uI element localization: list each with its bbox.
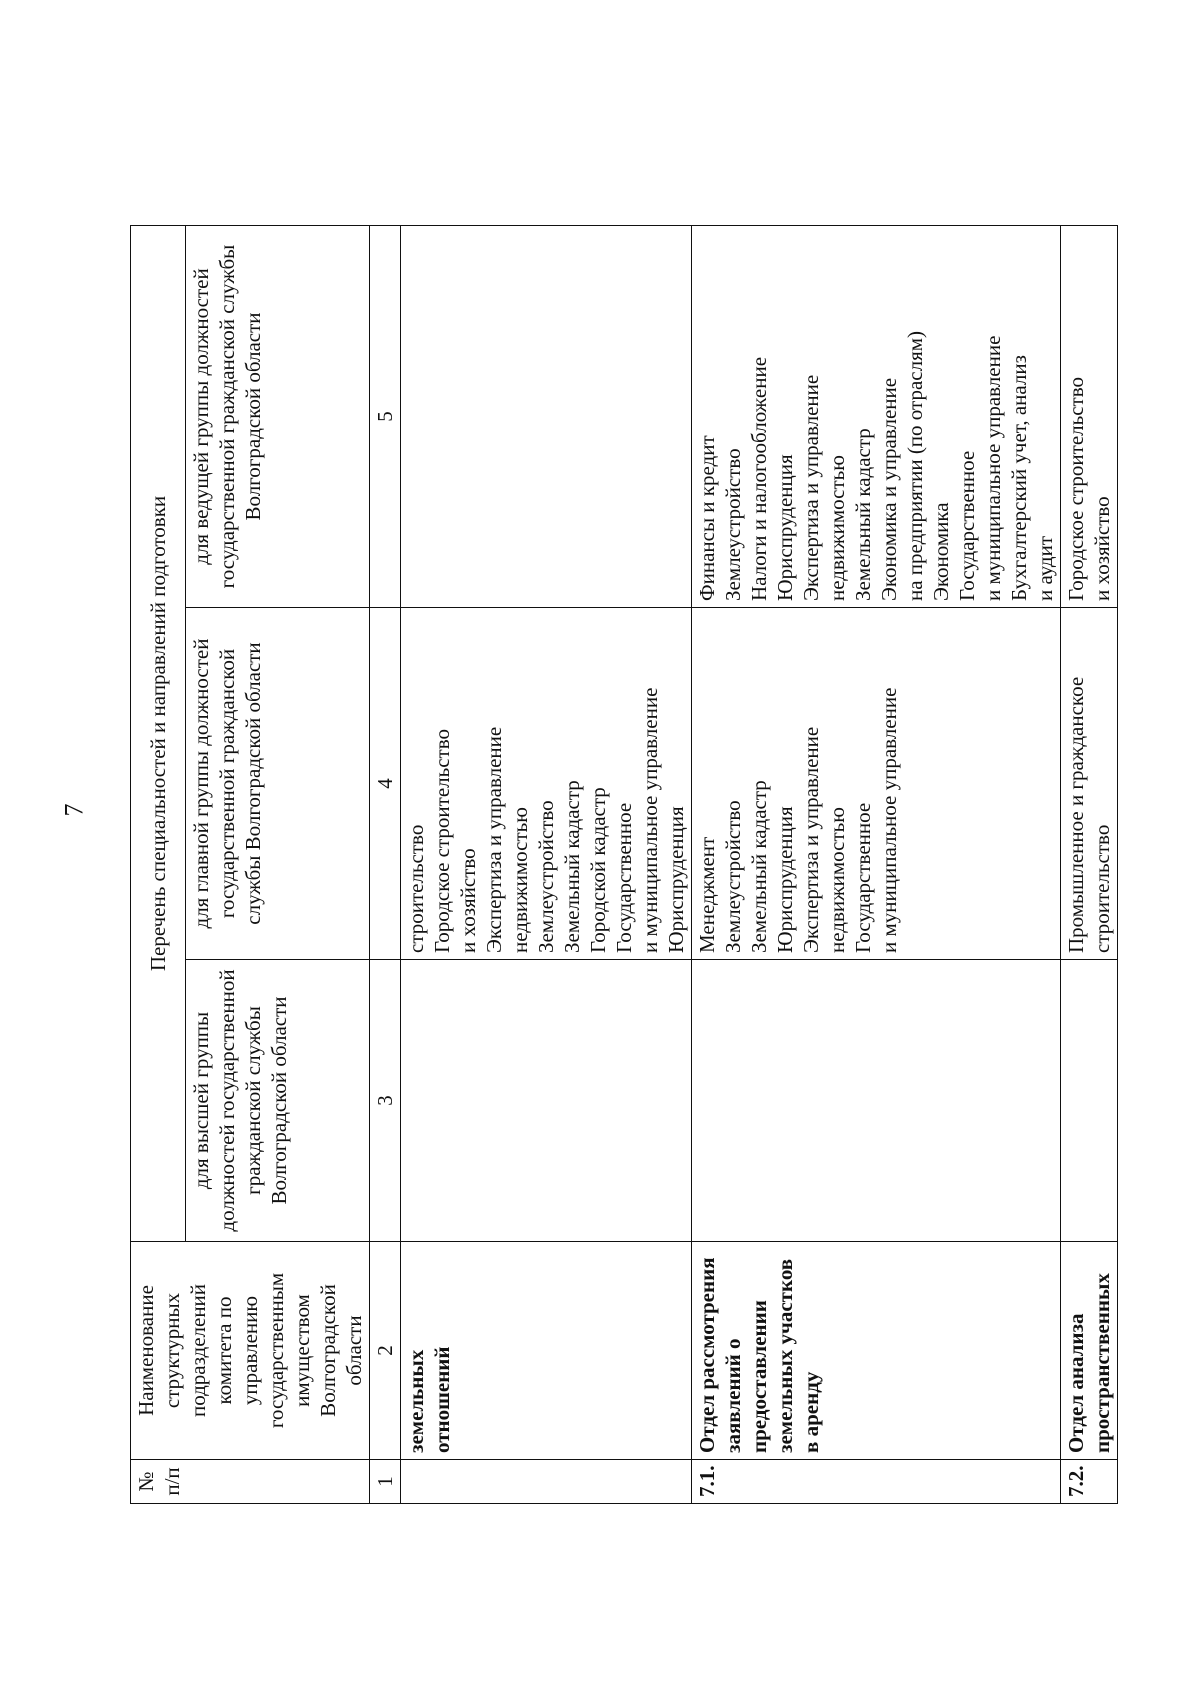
header-group-title: Перечень специальностей и направлений подготовки (131, 226, 186, 1242)
page-number: 7 (59, 803, 89, 817)
row-lead (401, 226, 692, 608)
header-main-group: для главной группы должностей государственной гражданской службы Волгоградской области (186, 608, 370, 960)
list-item: недвижимостью (825, 807, 849, 953)
list-item: Государственное (955, 450, 979, 601)
list-item: и аудит (1033, 535, 1057, 601)
row-main (401, 608, 692, 960)
list-item: Экспертиза и управление (799, 374, 823, 601)
row-name: земельных отношений (401, 1242, 692, 1460)
list-item: Землеустройство (721, 800, 745, 953)
row-name: Отдел анализа пространственных (1061, 1242, 1118, 1460)
header-num: № п/п (131, 1460, 370, 1504)
table-container (130, 226, 1114, 1504)
list-item: и муниципальное управление (981, 335, 1005, 601)
list-item: строительство (404, 824, 428, 953)
row-num: 7.2. (1061, 1460, 1118, 1504)
column-number: 1 (370, 1460, 401, 1504)
list-item: Земельный кадастр (851, 428, 875, 601)
column-number-row (370, 226, 401, 1504)
column-number: 5 (370, 226, 401, 608)
list-item: и хозяйство (1090, 496, 1114, 601)
list-item: недвижимостью (825, 455, 849, 601)
list-item: Юриспруденция (773, 454, 797, 601)
row-main (1061, 608, 1118, 960)
row-higher (1061, 960, 1118, 1242)
row-num (401, 1460, 692, 1504)
list-item: Налоги и налогообложение (747, 356, 771, 601)
list-item: Промышленное и гражданское (1064, 676, 1088, 953)
header-lead-group: для ведущей группы должностей государственной гражданской службы Волгоградской области (186, 226, 370, 608)
list-item: строительство (1090, 824, 1114, 953)
row-higher (401, 960, 692, 1242)
header-name: Наименование структурных подразделений комитета по управлению государственным имуществом Волгоградской области (131, 1242, 370, 1460)
table-row (692, 226, 1061, 1504)
specialties-table (130, 225, 1118, 1504)
header-row-1 (131, 226, 186, 1504)
column-number: 3 (370, 960, 401, 1242)
list-item: Государственное (612, 802, 636, 953)
list-item: Экспертиза и управление (482, 726, 506, 953)
table-row (401, 226, 692, 1504)
list-item: Менеджмент (695, 836, 719, 953)
list-item: на предприятии (по отраслям) (903, 330, 927, 601)
column-number: 4 (370, 608, 401, 960)
list-item: Земельный кадастр (560, 780, 584, 953)
header-higher-group: для высшей группы должностей государственной гражданской службы Волгоградской области (186, 960, 370, 1242)
list-item: Юриспруденция (773, 806, 797, 953)
row-higher (692, 960, 1061, 1242)
list-item: Бухгалтерский учет, анализ (1007, 355, 1031, 601)
row-num: 7.1. (692, 1460, 1061, 1504)
list-item: Городское строительство (430, 729, 454, 953)
list-item: Юриспруденция (664, 806, 688, 953)
column-number: 2 (370, 1242, 401, 1460)
list-item: Земельный кадастр (747, 780, 771, 953)
row-main (692, 608, 1061, 960)
list-item: Городской кадастр (586, 787, 610, 953)
list-item: Землеустройство (534, 800, 558, 953)
list-item: и муниципальное управление (877, 687, 901, 953)
list-item: Землеустройство (721, 448, 745, 601)
list-item: Государственное (851, 802, 875, 953)
list-item: Экономика (929, 502, 953, 601)
table-row (1061, 226, 1118, 1504)
list-item: Экспертиза и управление (799, 726, 823, 953)
rotated-table-frame (130, 226, 1114, 1504)
list-item: Финансы и кредит (695, 435, 719, 601)
row-name: Отдел рассмотрения заявлений о предоставлении земельных участков в аренду (692, 1242, 1061, 1460)
list-item: и муниципальное управление (638, 687, 662, 953)
list-item: Экономика и управление (877, 377, 901, 601)
row-lead (1061, 226, 1118, 608)
row-lead (692, 226, 1061, 608)
list-item: Городское строительство (1064, 377, 1088, 601)
list-item: и хозяйство (456, 848, 480, 953)
list-item: недвижимостью (508, 807, 532, 953)
